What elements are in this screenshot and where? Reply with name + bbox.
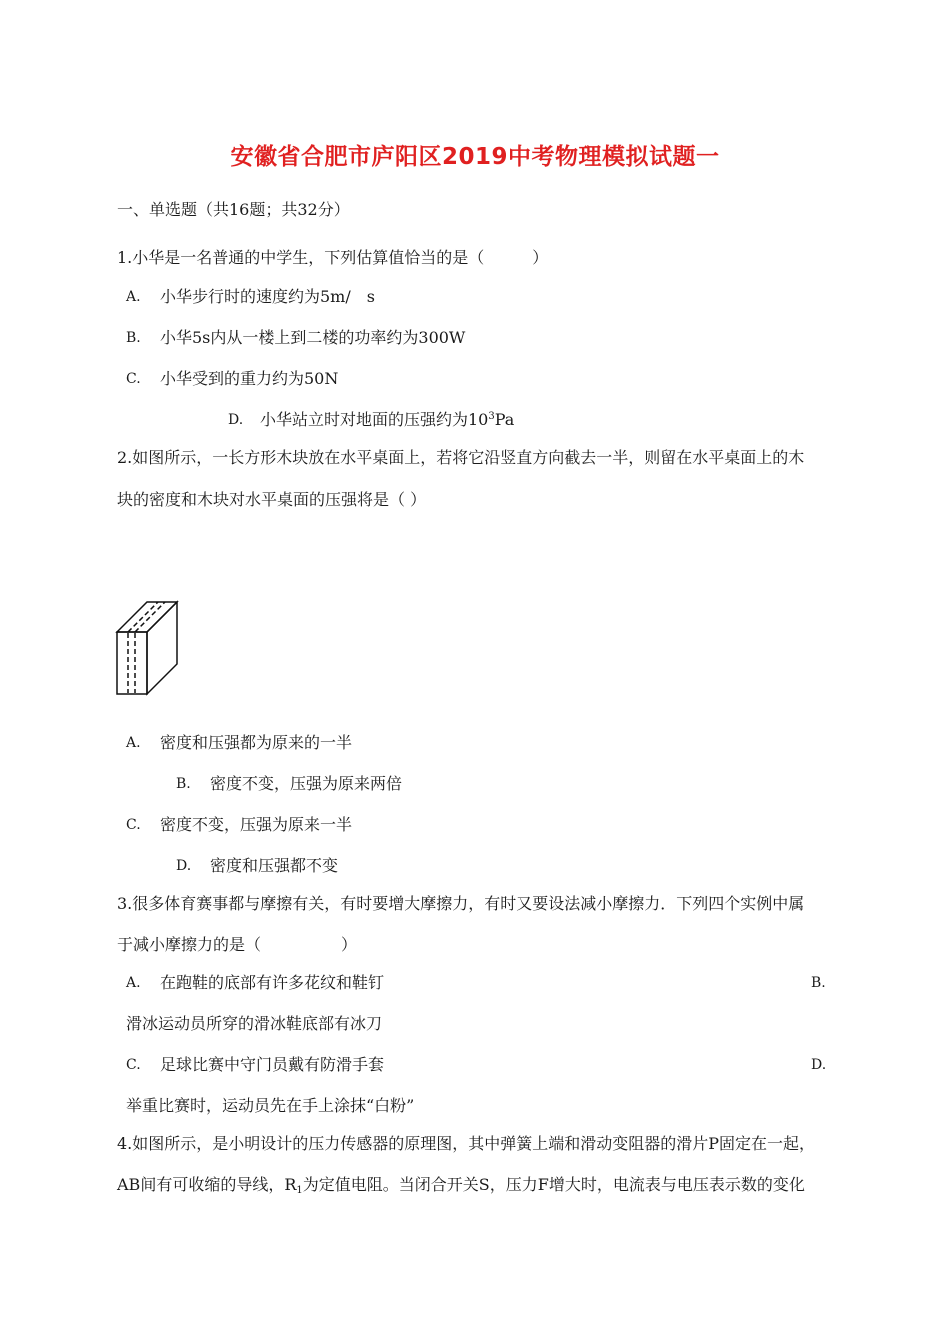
q1-option-d-label: D.: [228, 412, 244, 428]
question-4-stem-line-1: 4.如图所示，是小明设计的压力传感器的原理图，其中弹簧上端和滑动变阻器的滑片P固定在一起，: [117, 1134, 816, 1153]
q2-option-c-label: C.: [126, 817, 141, 833]
question-3-stem-line-1: 3.很多体育赛事都与摩擦有关，有时要增大摩擦力，有时又要设法减小摩擦力．下列四个实例中属: [117, 894, 805, 913]
block-side-face: [147, 602, 177, 694]
q2-option-b-label: B.: [176, 776, 191, 792]
q3-option-c-text: 足球比赛中守门员戴有防滑手套: [160, 1055, 385, 1074]
q3-option-b-label: B.: [811, 975, 826, 991]
wood-block-figure: [113, 596, 185, 696]
q3-option-a-text: 在跑鞋的底部有许多花纹和鞋钉: [160, 973, 385, 992]
exponent: 3: [488, 411, 495, 422]
block-top-face: [117, 602, 177, 632]
q3-option-d-label: D.: [811, 1057, 827, 1073]
block-front-face: [117, 632, 147, 694]
question-4-stem-line-2: AB间有可收缩的导线，$R_1$为定值电阻。当闭合开关S，压力F增大时，电流表与电压表示数的变化: [117, 1175, 805, 1196]
question-3-stem-line-2: 于减小摩擦力的是（ ）: [117, 935, 358, 954]
q1-option-a-label: A.: [126, 289, 141, 305]
q2-option-a-text: 密度和压强都为原来的一半: [160, 733, 353, 752]
question-1-stem: 1.小华是一名普通的中学生，下列估算值恰当的是（ ）: [117, 248, 549, 267]
q2-option-c-text: 密度不变，压强为原来一半: [160, 815, 353, 834]
q2-option-a-label: A.: [126, 735, 141, 751]
question-2-stem-line-2: 块的密度和木块对水平桌面的压强将是（ ）: [117, 490, 427, 509]
q3-option-b-text: 滑冰运动员所穿的滑冰鞋底部有冰刀: [126, 1014, 383, 1033]
question-2-stem-line-1: 2.如图所示，一长方形木块放在水平桌面上，若将它沿竖直方向截去一半，则留在水平桌面上的木: [117, 448, 805, 467]
page-title: 安徽省合肥市庐阳区2019中考物理模拟试题一: [230, 144, 720, 170]
subscript: 1: [296, 1185, 303, 1196]
q1-option-c-text: 小华受到的重力约为50N: [160, 369, 339, 388]
q3-option-c-label: C.: [126, 1057, 141, 1073]
q2-option-d-text: 密度和压强都不变: [210, 856, 339, 875]
section-heading: 一、单选题（共16题；共32分）: [117, 200, 350, 219]
q3-option-a-label: A.: [126, 975, 141, 991]
q2-option-b-text: 密度不变，压强为原来两倍: [210, 774, 403, 793]
q1-option-b-text: 小华5s内从一楼上到二楼的功率约为300W: [160, 328, 466, 347]
q1-option-d-text: 小华站立时对地面的压强约为$10^3Pa$: [260, 410, 515, 429]
q3-option-d-text: 举重比赛时，运动员先在手上涂抹“白粉”: [126, 1096, 415, 1115]
q1-option-c-label: C.: [126, 371, 141, 387]
q2-option-d-label: D.: [176, 858, 192, 874]
q1-option-a-text: 小华步行时的速度约为5m/ s: [160, 287, 375, 306]
q1-option-b-label: B.: [126, 330, 141, 346]
